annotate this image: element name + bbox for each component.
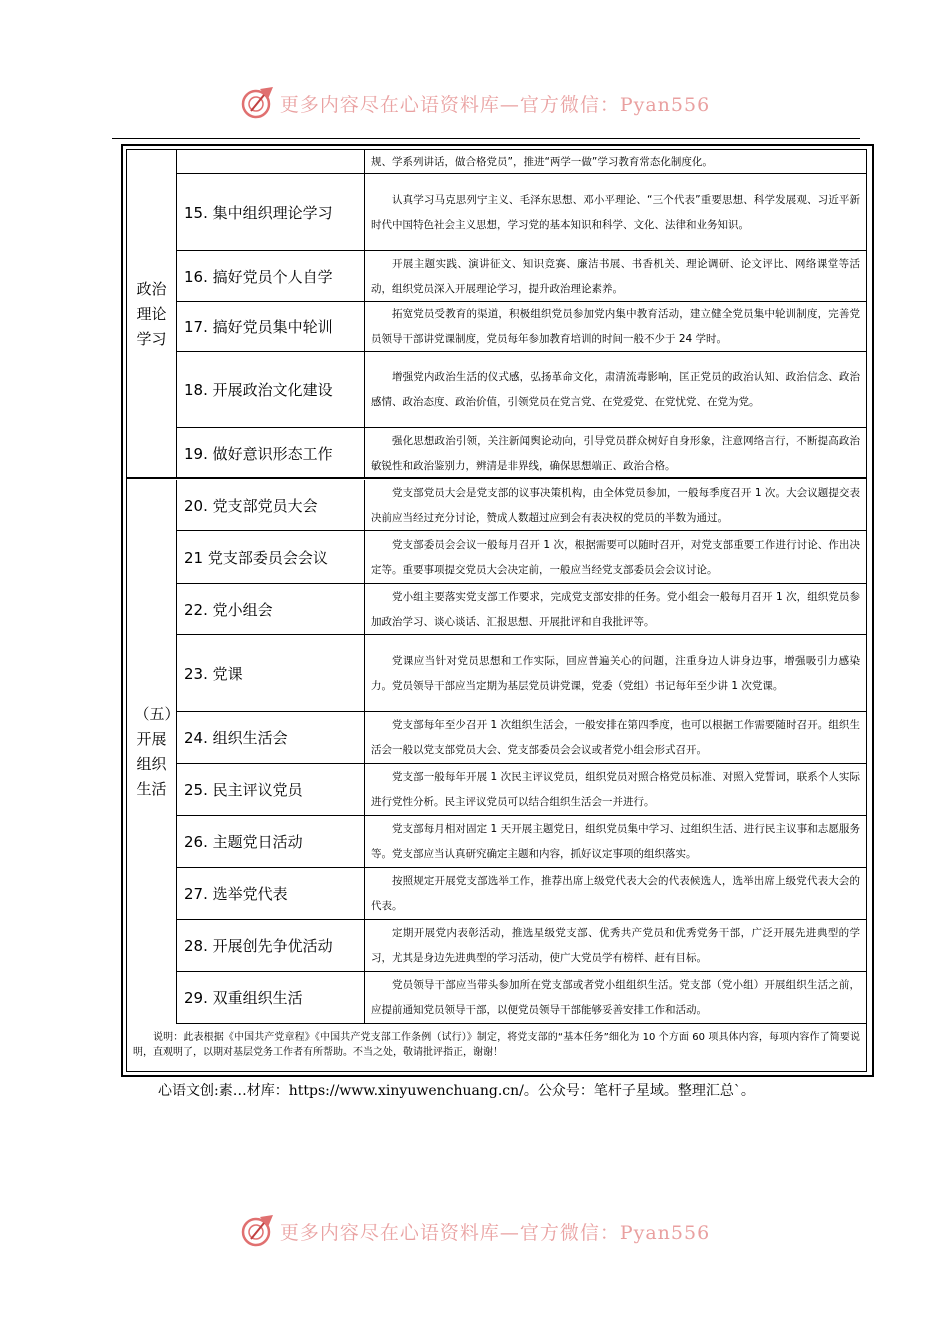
row-title: 16. 搞好党员个人自学 [177, 251, 365, 301]
header-rule [112, 138, 860, 139]
row-desc: 党支部党员大会是党支部的议事决策机构，由全体党员参加，一般每季度召开 1 次。大会议题提交表决前应当经过充分讨论，赞成人数超过应到会有表决权的党员的半数为通过。 [371, 486, 860, 524]
row-desc: 定期开展党内表彰活动，推选星级党支部、优秀共产党员和优秀党务干部，广泛开展先进典型的学习，尤其是身边先进典型的学习活动，使广大党员学有榜样、赶有目标。 [371, 927, 860, 964]
row-desc: 党小组主要落实党支部工作要求，完成党支部安排的任务。党小组会一般每月召开 1 次，组织党员参加政治学习、谈心谈话、汇报思想、开展批评和自我批评等。 [371, 590, 860, 628]
row-desc: 党课应当针对党员思想和工作实际，回应普遍关心的问题，注重身边人讲身边事，增强吸引力感染力。党员领导干部应当定期为基层党员讲党课，党委（党组）书记每年至少讲 1 次党课。 [371, 654, 860, 692]
table-row [177, 480, 866, 531]
table-row [177, 150, 866, 174]
table-row [177, 920, 866, 972]
pen-logo-icon [240, 1213, 276, 1249]
row-title: 25. 民主评议党员 [177, 764, 365, 815]
table-row [177, 816, 866, 868]
row-desc: 强化思想政治引领，关注新闻舆论动向，引导党员群众树好自身形象，注意网络言行，不断提高政治敏锐性和政治鉴别力，辨清是非界线，确保思想端正、政治合格。 [371, 434, 860, 472]
row-desc: 党支部一般每年开展 1 次民主评议党员，组织党员对照合格党员标准、对照入党誓词，联系个人实际进行党性分析。民主评议党员可以结合组织生活会一并进行。 [371, 771, 860, 808]
task-table [126, 149, 867, 1072]
row-desc: 按照规定开展党支部选举工作，推荐出席上级党代表大会的代表候选人，选举出席上级党代表大会的代表。 [371, 875, 860, 912]
table-row [177, 712, 866, 764]
row-title: 28. 开展创先争优活动 [177, 920, 365, 971]
category-life-label: （五）开展组织生活 [134, 705, 180, 798]
row-desc: 规、学系列讲话，做合格党员”，推进“两学一做”学习教育常态化制度化。 [371, 155, 713, 168]
row-desc: 党员领导干部应当带头参加所在党支部或者党小组组织生活。党支部（党小组）开展组织生活之前，应提前通知党员领导干部，以便党员领导干部能够妥善安排工作和活动。 [371, 979, 860, 1016]
category-politics [127, 150, 177, 479]
row-desc: 增强党内政治生活的仪式感，弘扬革命文化，肃清流毒影响，匡正党员的政治认知、政治信念、政治感情、政治态度、政治价值，引领党员在党言党、在党爱党、在党忧党、在党为党。 [371, 371, 860, 408]
row-title: 24. 组织生活会 [177, 712, 365, 763]
table-row [177, 635, 866, 712]
table-row [177, 174, 866, 251]
header-banner [0, 83, 950, 123]
row-title: 20. 党支部党员大会 [177, 480, 365, 530]
footer-banner [0, 1211, 950, 1251]
row-desc: 拓宽党员受教育的渠道，积极组织党员参加党内集中教育活动，建立健全党员集中轮训制度，完善党员领导干部讲党课制度，党员每年参加教育培训的时间一般不少于 24 学时。 [371, 308, 860, 345]
category-life [127, 480, 180, 1024]
row-desc: 党支部每年至少召开 1 次组织生活会，一般安排在第四季度，也可以根据工作需要随时召开。组织生活会一般以党支部党员大会、党支部委员会会议或者党小组会形式召开。 [371, 719, 860, 756]
row-title: 22. 党小组会 [177, 584, 365, 634]
row-title: 18. 开展政治文化建设 [177, 352, 365, 427]
pen-logo-icon [240, 85, 276, 121]
row-desc: 党支部委员会会议一般每月召开 1 次，根据需要可以随时召开，对党支部重要工作进行讨论、作出决定等。重要事项提交党员大会决定前，一般应当经党支部委员会会议讨论。 [371, 538, 860, 576]
banner-text: 更多内容尽在心语资料库—官方微信：Pyan556 [279, 93, 711, 116]
category-politics-label: 政治理论学习 [136, 280, 167, 348]
row-title: 17. 搞好党员集中轮训 [177, 302, 365, 351]
table-row [177, 764, 866, 816]
row-title: 27. 选举党代表 [177, 868, 365, 919]
table-row [177, 251, 866, 302]
source-footer: 心语文创:素…材库：https://www.xinyuwenchuang.cn/。公众号：笔杆子星域。整理汇总`。 [158, 1083, 755, 1099]
table-row [177, 352, 866, 428]
row-title: 15. 集中组织理论学习 [177, 174, 365, 250]
table-note: 说明：此表根据《中国共产党章程》《中国共产党支部工作条例（试行）》制定，将党支部的“基本任务”细化为 10 个方面 60 项具体内容，每项内容作了简要说明，直观明了，以期对基层党务工作者有所帮助。不当之处，敬请批评指正，谢谢！ [133, 1032, 860, 1058]
row-title [177, 150, 365, 173]
row-title: 29. 双重组织生活 [177, 972, 365, 1023]
table-row [177, 584, 866, 635]
table-row [177, 428, 866, 478]
row-title: 26. 主题党日活动 [177, 816, 365, 867]
banner-text: 更多内容尽在心语资料库—官方微信：Pyan556 [279, 1221, 711, 1244]
row-title: 21 党支部委员会会议 [177, 531, 365, 583]
table-row [177, 972, 866, 1024]
table-row [177, 531, 866, 584]
row-title: 23. 党课 [177, 635, 365, 711]
table-row [177, 302, 866, 352]
table-row [177, 868, 866, 920]
row-desc: 认真学习马克思列宁主义、毛泽东思想、邓小平理论、“三个代表”重要思想、科学发展观、习近平新时代中国特色社会主义思想，学习党的基本知识和科学、文化、法律和业务知识。 [371, 193, 860, 231]
row-desc: 党支部每月相对固定 1 天开展主题党日，组织党员集中学习、过组织生活、进行民主议事和志愿服务等。党支部应当认真研究确定主题和内容，抓好议定事项的组织落实。 [371, 823, 860, 860]
row-desc: 开展主题实践、演讲征文、知识竞赛、廉洁书展、书香机关、理论调研、论文评比、网络课堂等活动，组织党员深入开展理论学习，提升政治理论素养。 [371, 257, 860, 295]
row-title: 19. 做好意识形态工作 [177, 428, 365, 478]
